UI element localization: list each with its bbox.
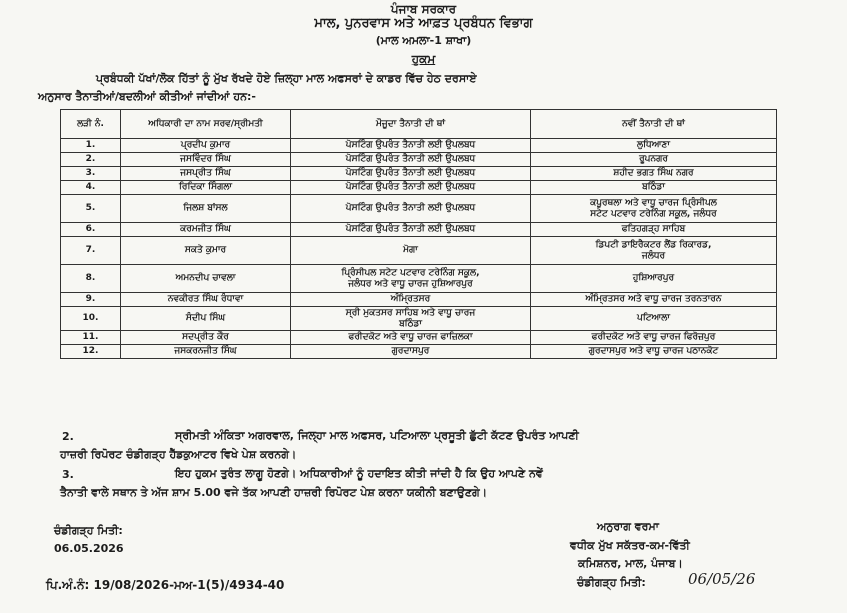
- cell-current-posting: [291, 195, 531, 223]
- para-3-line-1: ਇਹ ਹੁਕਮ ਤੁਰੰਤ ਲਾਗੂ ਹੋਣਗੇ। ਅਧਿਕਾਰੀਆਂ ਨੂੰ ਹਦਾਇਤ ਕੀਤੀ ਜਾਂਦੀ ਹੈ ਕਿ ਉਹ ਆਪਣੇ ਨਵੇਂ: [175, 467, 543, 480]
- cell-officer-name-line: ਜਸਕਰਨਜੀਤ ਸਿੰਘ: [174, 346, 237, 356]
- header-new-posting: ਨਵੀਂ ਤੈਨਾਤੀ ਦੀ ਥਾਂ: [531, 110, 777, 139]
- cell-current-posting: [291, 153, 531, 167]
- table-row: [61, 307, 777, 331]
- cell-officer-name-line: ਸੰਦੀਪ ਸਿੰਘ: [185, 313, 226, 323]
- cell-serial-no-line: 5.: [85, 203, 96, 213]
- cell-officer-name-line: ਕਰਮਜੀਤ ਸਿੰਘ: [180, 224, 231, 234]
- cell-new-posting-line: ਬਠਿੰਡਾ: [642, 182, 665, 192]
- cell-new-posting: [531, 167, 777, 181]
- cell-officer-name: [121, 331, 291, 345]
- header-department: ਮਾਲ, ਪੁਨਰਵਾਸ ਅਤੇ ਆਫ਼ਤ ਪ੍ਰਬੰਧਨ ਵਿਭਾਗ: [314, 16, 533, 31]
- cell-current-posting-line: ਬਠਿੰਡਾ: [399, 318, 422, 329]
- table-row: [61, 345, 777, 359]
- cell-officer-name: [121, 139, 291, 153]
- header-officer-name: ਅਧਿਕਾਰੀ ਦਾ ਨਾਮ ਸਰਵ/ਸ੍ਰੀਮਤੀ: [121, 110, 291, 139]
- cell-serial-no: [61, 293, 121, 307]
- cell-current-posting-line: ਫਰੀਦਕੋਟ ਅਤੇ ਵਾਧੂ ਚਾਰਜ ਫਾਜ਼ਿਲਕਾ: [348, 332, 473, 342]
- cell-serial-no: [61, 307, 121, 331]
- cell-current-posting-line: ਮੋਗਾ: [403, 245, 418, 255]
- cell-current-posting-line: ਸ੍ਰੀ ਮੁਕਤਸਰ ਸਾਹਿਬ ਅਤੇ ਵਾਧੂ ਚਾਰਜ: [345, 307, 476, 318]
- cell-officer-name-line: ਜਸਪ੍ਰੀਤ ਸਿੰਘ: [180, 168, 231, 178]
- cell-current-posting-line: ਪੋਸਟਿੰਗ ਉਪਰੰਤ ਤੈਨਾਤੀ ਲਈ ਉਪਲਬਧ: [345, 140, 476, 150]
- cell-officer-name-line: ਸਕਤੇ ਕੁਮਾਰ: [184, 245, 227, 255]
- header-branch: (ਮਾਲ ਅਮਲਾ-1 ਸ਼ਾਖਾ): [375, 34, 472, 47]
- cell-serial-no-line: 9.: [85, 294, 96, 304]
- cell-current-posting: [291, 237, 531, 265]
- cell-officer-name: [121, 345, 291, 359]
- cell-serial-no: [61, 345, 121, 359]
- cell-current-posting: [291, 265, 531, 293]
- cell-current-posting-line: ਪੋਸਟਿੰਗ ਉਪਰੰਤ ਤੈਨਾਤੀ ਲਈ ਉਪਲਬਧ: [345, 154, 476, 164]
- cell-serial-no-line: 3.: [85, 168, 96, 178]
- cell-officer-name-line: ਅਮਨਦੀਪ ਚਾਵਲਾ: [175, 273, 236, 283]
- cell-officer-name: [121, 307, 291, 331]
- cell-new-posting: [531, 181, 777, 195]
- cell-new-posting: [531, 331, 777, 345]
- cell-current-posting-line: ਪੋਸਟਿੰਗ ਉਪਰੰਤ ਤੈਨਾਤੀ ਲਈ ਉਪਲਬਧ: [345, 224, 476, 234]
- cell-serial-no-line: 1.: [85, 140, 96, 150]
- cell-new-posting: [531, 345, 777, 359]
- endorsement-date-label: ਚੰਡੀਗੜ੍ਹ ਮਿਤੀ:: [577, 576, 646, 589]
- cell-current-posting: [291, 307, 531, 331]
- cell-new-posting-line: ਕਪੂਰਥਲਾ ਅਤੇ ਵਾਧੂ ਚਾਰਜ ਪ੍ਰਿੰਸੀਪਲ: [590, 197, 717, 208]
- cell-serial-no-line: 8.: [85, 273, 96, 283]
- cell-officer-name: [121, 293, 291, 307]
- cell-current-posting: [291, 167, 531, 181]
- cell-officer-name-line: ਰਿਦਿਕਾ ਸਿੰਗਲਾ: [179, 182, 232, 192]
- cell-serial-no: [61, 237, 121, 265]
- table-row: [61, 167, 777, 181]
- cell-current-posting-line: ਜਲੰਧਰ ਅਤੇ ਵਾਧੂ ਚਾਰਜ ਹੁਸ਼ਿਆਰਪੁਰ: [348, 278, 473, 289]
- para-2-line-2: ਹਾਜ਼ਰੀ ਰਿਪੋਰਟ ਚੰਡੀਗੜ੍ਹ ਹੈੱਡਕੁਆਟਰ ਵਿਖੇ ਪੇਸ਼ ਕਰਨਗੇ।: [60, 448, 297, 461]
- cell-current-posting: [291, 181, 531, 195]
- header-serial-no: ਲੜੀ ਨੰ.: [61, 110, 121, 139]
- transfer-table: [60, 109, 777, 359]
- cell-new-posting: [531, 139, 777, 153]
- cell-serial-no: [61, 195, 121, 223]
- cell-officer-name: [121, 153, 291, 167]
- cell-new-posting-line: ਪਟਿਆਲਾ: [637, 313, 670, 323]
- issue-date: 06.05.2026: [54, 542, 124, 555]
- cell-current-posting: [291, 345, 531, 359]
- cell-serial-no-line: 11.: [82, 332, 99, 342]
- table-row: [61, 293, 777, 307]
- cell-current-posting-line: ਪੋਸਟਿੰਗ ਉਪਰੰਤ ਤੈਨਾਤੀ ਲਈ ਉਪਲਬਧ: [345, 203, 476, 213]
- signatory-name: ਅਨੁਰਾਗ ਵਰਮਾ: [597, 520, 659, 533]
- cell-new-posting-line: ਫਤਿਹਗੜ੍ਹ ਸਾਹਿਬ: [621, 224, 686, 234]
- cell-serial-no-line: 7.: [85, 245, 96, 255]
- endorsement-date-handwritten: 06/05/26: [688, 570, 756, 588]
- cell-new-posting-line: ਲੁਧਿਆਣਾ: [637, 140, 670, 150]
- cell-serial-no: [61, 181, 121, 195]
- table-row: [61, 331, 777, 345]
- cell-serial-no-line: 10.: [82, 313, 99, 323]
- cell-current-posting-line: ਅੰਮ੍ਰਿਤਸਰ: [390, 294, 431, 304]
- cell-officer-name-line: ਨਵਕੀਰਤ ਸਿੰਘ ਰੰਧਾਵਾ: [167, 294, 244, 304]
- cell-current-posting-line: ਪੋਸਟਿੰਗ ਉਪਰੰਤ ਤੈਨਾਤੀ ਲਈ ਉਪਲਬਧ: [345, 182, 476, 192]
- cell-serial-no-line: 6.: [85, 224, 96, 234]
- cell-officer-name: [121, 265, 291, 293]
- signatory-title-1: ਵਧੀਕ ਮੁੱਖ ਸਕੱਤਰ-ਕਮ-ਵਿੱਤੀ: [570, 539, 690, 552]
- cell-serial-no: [61, 265, 121, 293]
- endorsement-number: ਪਿ.ਅੰ.ਨੰ: 19/08/2026-ਮਅ-1(5)/4934-40: [46, 578, 285, 592]
- cell-current-posting: [291, 139, 531, 153]
- cell-new-posting-line: ਹੁਸ਼ਿਆਰਪੁਰ: [632, 273, 675, 283]
- cell-officer-name-line: ਸਦਪ੍ਰੀਤ ਕੌਰ: [182, 332, 229, 342]
- cell-serial-no: [61, 153, 121, 167]
- para-2-line-1: ਸ੍ਰੀਮਤੀ ਅੰਕਿਤਾ ਅਗਰਵਾਲ, ਜਿਲ੍ਹਾ ਮਾਲ ਅਫਸਰ, ਪਟਿਆਲਾ ਪ੍ਰਸੂਤੀ ਛੁੱਟੀ ਕੱਟਣ ਉਪਰੰਤ ਆਪਣੀ: [175, 429, 579, 442]
- cell-new-posting-line: ਸ਼ਹੀਦ ਭਗਤ ਸਿੰਘ ਨਗਰ: [613, 168, 694, 178]
- header-order-title: ਹੁਕਮ: [411, 52, 436, 66]
- cell-new-posting: [531, 223, 777, 237]
- table-row: [61, 153, 777, 167]
- cell-new-posting: [531, 307, 777, 331]
- cell-new-posting-line: ਫਰੀਦਕੋਟ ਅਤੇ ਵਾਧੂ ਚਾਰਜ ਫਿਰੋਜ਼ਪੁਰ: [591, 332, 716, 342]
- cell-new-posting: [531, 195, 777, 223]
- cell-new-posting: [531, 265, 777, 293]
- cell-new-posting-line: ਰੂਪਨਗਰ: [639, 154, 668, 164]
- cell-current-posting-line: ਗੁਰਦਾਸਪੁਰ: [391, 346, 430, 356]
- cell-current-posting: [291, 293, 531, 307]
- intro-line-1: ਪ੍ਰਬੰਧਕੀ ਪੱਖਾਂ/ਲੋਕ ਹਿੱਤਾਂ ਨੂੰ ਮੁੱਖ ਰੱਖਦੇ ਹੋਏ ਜ਼ਿਲ੍ਹਾ ਮਾਲ ਅਫਸਰਾਂ ਦੇ ਕਾਡਰ ਵਿੱਚ ਹੇਠ ਦਰਸਾਏ: [96, 72, 477, 85]
- para-2-number: 2.: [62, 430, 74, 443]
- cell-new-posting-line: ਸਟੇਟ ਪਟਵਾਰ ਟਰੇਨਿੰਗ ਸਕੂਲ, ਜਲੰਧਰ: [590, 208, 717, 219]
- para-3-number: 3.: [62, 468, 74, 481]
- cell-new-posting-line: ਜਲੰਧਰ: [641, 250, 666, 261]
- cell-new-posting-line: ਅੰਮ੍ਰਿਤਸਰ ਅਤੇ ਵਾਧੂ ਚਾਰਜ ਤਰਨਤਾਰਨ: [585, 294, 722, 304]
- place-date-label: ਚੰਡੀਗੜ੍ਹ ਮਿਤੀ:: [54, 524, 123, 537]
- cell-new-posting-line: ਗੁਰਦਾਸਪੁਰ ਅਤੇ ਵਾਧੂ ਚਾਰਜ ਪਠਾਨਕੋਟ: [588, 346, 719, 356]
- cell-new-posting-line: ਡਿਪਟੀ ਡਾਇਰੈਕਟਰ ਲੈਂਡ ਰਿਕਾਰਡ,: [595, 239, 712, 250]
- cell-officer-name: [121, 237, 291, 265]
- cell-current-posting: [291, 331, 531, 345]
- table-row: [61, 223, 777, 237]
- cell-officer-name: [121, 181, 291, 195]
- cell-officer-name-line: ਜਸਵਿੰਦਰ ਸਿੰਘ: [180, 154, 231, 164]
- para-3-line-2: ਤੈਨਾਤੀ ਵਾਲੇ ਸਥਾਨ ਤੇ ਅੱਜ ਸ਼ਾਮ 5.00 ਵਜੇ ਤੱਕ ਆਪਣੀ ਹਾਜ਼ਰੀ ਰਿਪੋਰਟ ਪੇਸ਼ ਕਰਨਾ ਯਕੀਨੀ ਬਣਾਉਣਗੇ।: [60, 486, 488, 499]
- intro-line-2: ਅਨੁਸਾਰ ਤੈਨਾਤੀਆਂ/ਬਦਲੀਆਂ ਕੀਤੀਆਂ ਜਾਂਦੀਆਂ ਹਨ:-: [38, 90, 256, 103]
- header-government: ਪੰਜਾਬ ਸਰਕਾਰ: [390, 2, 457, 16]
- cell-current-posting-line: ਪੋਸਟਿੰਗ ਉਪਰੰਤ ਤੈਨਾਤੀ ਲਈ ਉਪਲਬਧ: [345, 168, 476, 178]
- table-row: [61, 265, 777, 293]
- cell-current-posting-line: ਪ੍ਰਿੰਸੀਪਲ ਸਟੇਟ ਪਟਵਾਰ ਟਰੇਨਿੰਗ ਸਕੂਲ,: [341, 267, 480, 278]
- cell-officer-name: [121, 223, 291, 237]
- cell-officer-name: [121, 195, 291, 223]
- cell-serial-no: [61, 223, 121, 237]
- cell-serial-no-line: 12.: [82, 346, 99, 356]
- cell-serial-no-line: 2.: [85, 154, 96, 164]
- table-row: [61, 181, 777, 195]
- cell-officer-name-line: ਜਿਲਸ਼ ਬਾਂਸਲ: [183, 203, 228, 213]
- cell-new-posting: [531, 237, 777, 265]
- table-row: [61, 195, 777, 223]
- cell-current-posting: [291, 223, 531, 237]
- header-current-posting: ਮੌਜੂਦਾ ਤੈਨਾਤੀ ਦੀ ਥਾਂ: [291, 110, 531, 139]
- table-header-row: [61, 110, 777, 139]
- table-row: [61, 237, 777, 265]
- cell-serial-no: [61, 139, 121, 153]
- cell-officer-name-line: ਪ੍ਰਦੀਪ ਕੁਮਾਰ: [180, 140, 231, 150]
- cell-serial-no-line: 4.: [85, 182, 96, 192]
- cell-new-posting: [531, 293, 777, 307]
- signatory-title-2: ਕਮਿਸ਼ਨਰ, ਮਾਲ, ਪੰਜਾਬ।: [578, 557, 683, 570]
- table-row: [61, 139, 777, 153]
- cell-new-posting: [531, 153, 777, 167]
- cell-serial-no: [61, 167, 121, 181]
- cell-officer-name: [121, 167, 291, 181]
- cell-serial-no: [61, 331, 121, 345]
